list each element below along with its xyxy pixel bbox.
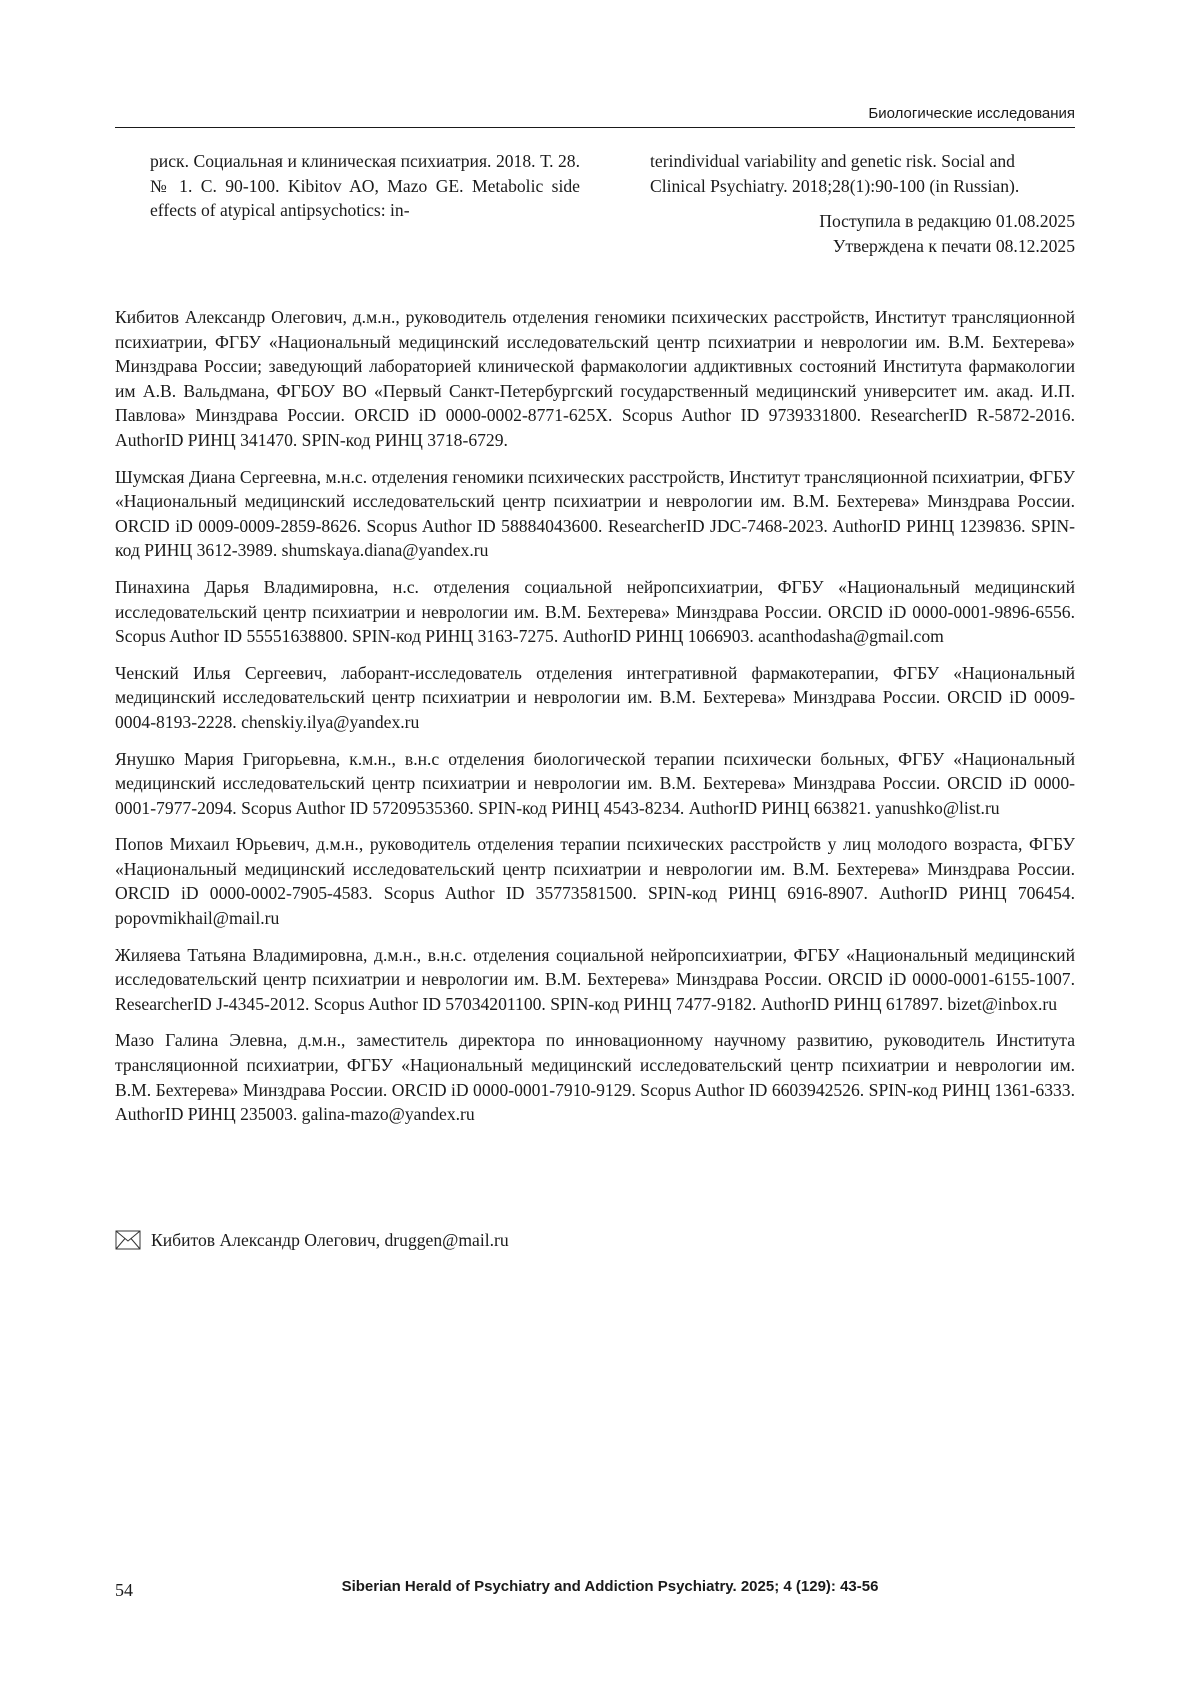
accepted-date: Утверждена к печати 08.12.2025 — [832, 235, 1075, 256]
page-number: 54 — [115, 1580, 133, 1600]
reference-right-line: Clinical Psychiatry. 2018;28(1):90-100 (in Russian). — [650, 175, 1020, 196]
received-date: Поступила в редакцию 01.08.2025 — [819, 211, 1075, 231]
author-bio-popov: Попов Михаил Юрьевич, д.м.н., руководитель отделения терапии психических расстройств у лиц молодого возраста, ФГБУ «Национальный медицинский исследовательский центр психиатрии и неврологии им. В.М. Бехтерева» Минздрава России. ORCID iD 0000-0002-7905-4583. Scopus Author ID 35773581500. SPIN-код РИНЦ 6916-8907. AuthorID РИНЦ 706454. popovmikhail@mail.ru — [115, 834, 1075, 929]
author-bio-chenskiy: Ченский Илья Сергеевич, лаборант-исследователь отделения интегративной фармакотерапии, ФГБУ «Национальный медицинский исследовательский центр психиатрии и неврологии им. В.М. Бехтерева» Минздрава России. ORCID iD 0009-0004-8193-2228. chenskiy.ilya@yandex.ru — [115, 662, 1075, 732]
author-bio-kibitov: Кибитов Александр Олегович, д.м.н., руководитель отделения геномики психических расстройств, Институт трансляционной психиатрии, ФГБУ «Национальный медицинский исследовательский центр психиатрии и неврологии им. В.М. Бехтерева» Минздрава России; заведующий лабораторией клинической фармакологии аддиктивных состояний Института фармакологии им А.В. Вальдмана, ФГБОУ ВО «Первый Санкт-Петербургский государственный медицинский университет им. акад. И.П. Павлова» Минздрава России. ORCID iD 0000-0002-8771-625X. Scopus Author ID 9739331800. ResearcherID R-5872-2016. AuthorID РИНЦ 341470. SPIN-код РИНЦ 3718-6729. — [115, 307, 1075, 450]
envelope-icon — [115, 1230, 141, 1250]
author-bio-pinakhina: Пинахина Дарья Владимировна, н.с. отделения социальной нейропсихиатрии, ФГБУ «Национальный медицинский исследовательский центр психиатрии и неврологии им. В.М. Бехтерева» Минздрава России. ORCID iD 0000-0001-9896-6556. Scopus Author ID 55551638800. SPIN-код РИНЦ 3163-7275. AuthorID РИНЦ 1066903. acanthodasha@gmail.com — [115, 576, 1075, 647]
submission-dates — [650, 209, 1075, 258]
reference-left-column: риск. Социальная и клиническая психиатрия. 2018. Т. 28. № 1. С. 90-100. Kibitov AO, Mazo GE. Metabolic side effects of atypical antipsychotics: in- — [150, 151, 580, 220]
reference-right-column — [650, 149, 1075, 198]
author-bio-shumskaya: Шумская Диана Сергеевна, м.н.с. отделения геномики психических расстройств, Институт трансляционной психиатрии, ФГБУ «Национальный медицинский исследовательский центр психиатрии и неврологии им. В.М. Бехтерева» Минздрава России. ORCID iD 0009-0009-2859-8626. Scopus Author ID 58884043600. ResearcherID JDC-7468-2023. AuthorID РИНЦ 1239836. SPIN-код РИНЦ 3612-3989. shumskaya.diana@yandex.ru — [115, 466, 1075, 561]
journal-citation-footer: Siberian Herald of Psychiatry and Addiction Psychiatry. 2025; 4 (129): 43-56 — [341, 1578, 879, 1595]
correspondence-author — [115, 1228, 1075, 1252]
correspondence-text: Кибитов Александр Олегович, druggen@mail.ru — [151, 1230, 509, 1250]
author-information — [115, 305, 1075, 1139]
author-bio-zhilyaeva: Жиляева Татьяна Владимировна, д.м.н., в.н.с. отделения социальной нейропсихиатрии, ФГБУ «Национальный медицинский исследовательский центр психиатрии и неврологии им. В.М. Бехтерева» Минздрава России. ORCID iD 0000-0001-6155-1007. ResearcherID J-4345-2012. Scopus Author ID 57034201100. SPIN-код РИНЦ 7477-9182. AuthorID РИНЦ 617897. bizet@inbox.ru — [115, 944, 1075, 1014]
running-head: Биологические исследования — [115, 105, 1075, 128]
author-bio-mazo: Мазо Галина Элевна, д.м.н., заместитель директора по инновационному научному развитию, руководитель Института трансляционной психиатрии, ФГБУ «Национальный медицинский исследовательский центр психиатрии и неврологии им. В.М. Бехтерева» Минздрава России. ORCID iD 0000-0001-7910-9129. Scopus Author ID 6603942526. SPIN-код РИНЦ 1361-6333. AuthorID РИНЦ 235003. galina-mazo@yandex.ru — [115, 1030, 1075, 1125]
reference-right-line: terindividual variability and genetic risk. Social and — [650, 151, 1015, 171]
author-bio-yanushko: Янушко Мария Григорьевна, к.м.н., в.н.с отделения биологической терапии психически больных, ФГБУ «Национальный медицинский исследовательский центр психиатрии и неврологии им. В.М. Бехтерева» Минздрава России. ORCID iD 0000-0001-7977-2094. Scopus Author ID 57209535360. SPIN-код РИНЦ 4543-8234. AuthorID РИНЦ 663821. yanushko@list.ru — [115, 748, 1075, 818]
